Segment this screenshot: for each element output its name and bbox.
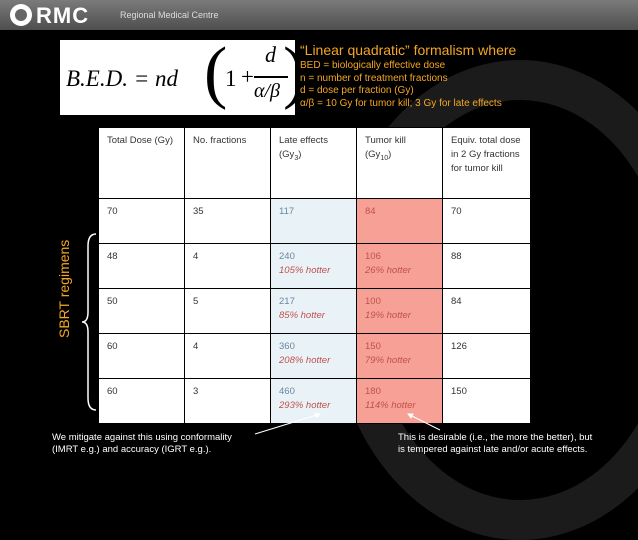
sbrt-regimens-label: SBRT regimens [56,239,72,338]
header-fractions: No. fractions [185,128,271,199]
formula-open-paren: ( [204,34,228,111]
definition-d: d = dose per fraction (Gy) [300,85,414,96]
cell-late-effects: 117 [271,199,357,244]
formula-denominator: α/β [254,80,281,102]
cell-late-effects: 240 105% hotter [271,244,357,289]
cell-tumor-kill: 150 79% hotter [357,334,443,379]
cell-equiv-dose: 150 [443,379,531,424]
cell-total-dose: 60 [99,334,185,379]
slide-title: “Linear quadratic” formalism where [300,42,517,58]
formula-close-paren: ) [283,34,307,111]
definition-bed: BED = biologically effective dose [300,60,446,71]
footnote-right: This is desirable (i.e., the more the better), but is tempered against late and/or acute effects. [398,432,593,455]
cell-late-effects: 217 85% hotter [271,289,357,334]
right-arrow-icon [408,414,440,430]
cell-equiv-dose: 88 [443,244,531,289]
cell-equiv-dose: 126 [443,334,531,379]
cell-tumor-kill: 100 19% hotter [357,289,443,334]
cell-tumor-kill-note: 79% hotter [365,355,411,366]
cell-tumor-kill: 106 26% hotter [357,244,443,289]
header-equiv-dose: Equiv. total dose in 2 Gy fractions for tumor kill [443,128,531,199]
cell-total-dose: 60 [99,379,185,424]
cell-late-effects: 360 208% hotter [271,334,357,379]
left-arrow-icon [255,414,320,434]
header-tumor-kill: Tumor kill $(Gy_{10})$ [357,128,443,199]
cell-tumor-kill: 84 [357,199,443,244]
cell-total-dose: 48 [99,244,185,289]
cell-equiv-dose: 70 [443,199,531,244]
header-late-effects: Late effects $(Gy_3)$ [271,128,357,199]
formula-one: 1 [225,66,237,91]
footnote-left: We mitigate against this using conformality (IMRT e.g.) and accuracy (IGRT e.g.). [52,432,232,455]
cell-tumor-kill: 180 114% hotter [357,379,443,424]
definition-alpha-beta: α/β = 10 Gy for tumor kill; 3 Gy for late effects [300,97,502,109]
cell-fractions: 35 [185,199,271,244]
cell-fractions: 3 [185,379,271,424]
logo-text: RMC [36,3,90,28]
header-total-dose: Total Dose (Gy) [99,128,185,199]
cell-fractions: 4 [185,334,271,379]
cell-total-dose: 50 [99,289,185,334]
definition-n: n = number of treatment fractions [300,72,448,84]
cell-tumor-kill-note: 19% hotter [365,310,411,321]
cell-total-dose: 70 [99,199,185,244]
formula-numerator: d [265,42,276,67]
cell-late-effects-note: 208% hotter [279,355,331,366]
cell-late-effects-note: 105% hotter [279,265,331,276]
cell-tumor-kill-note: 114% hotter [365,400,416,411]
cell-late-effects: 460 293% hotter [271,379,357,424]
formula-plus: + [241,64,254,89]
cell-tumor-kill-note: 26% hotter [365,265,411,276]
formula-lhs: B.E.D. = nd [66,66,178,91]
cell-equiv-dose: 84 [443,289,531,334]
logo-subtitle: Regional Medical Centre [120,10,219,20]
cell-late-effects-note: 293% hotter [279,400,331,411]
cell-late-effects-note: 85% hotter [279,310,325,321]
cell-fractions: 5 [185,289,271,334]
cell-fractions: 4 [185,244,271,289]
